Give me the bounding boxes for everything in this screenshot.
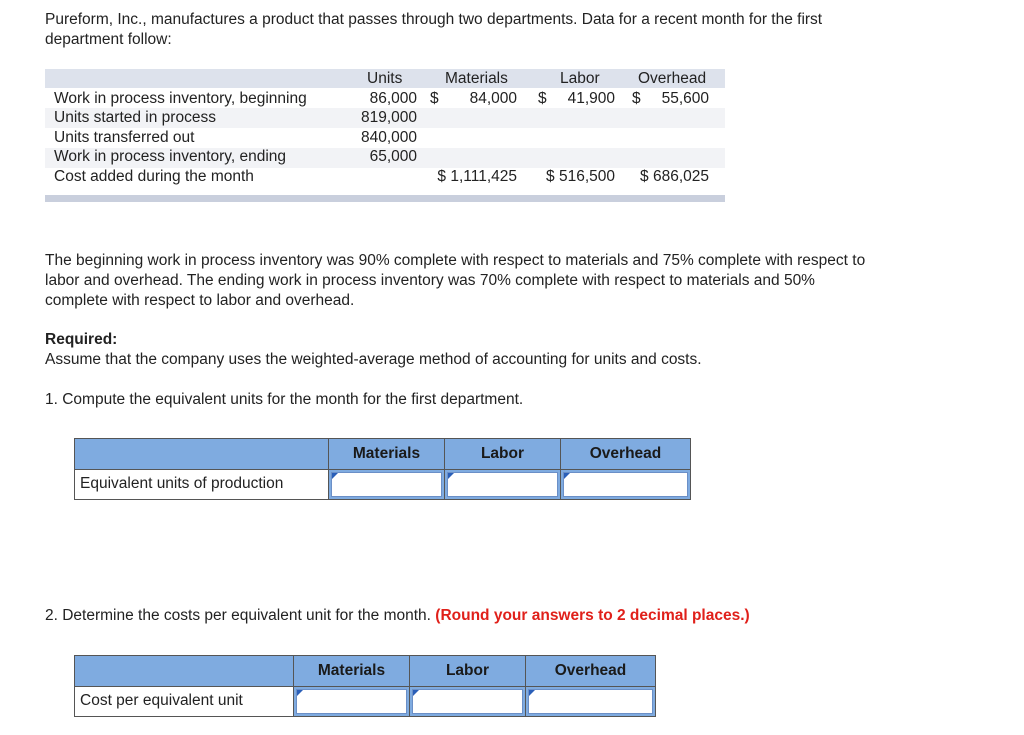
input-box[interactable] (331, 472, 442, 497)
row-label: Work in process inventory, ending (54, 148, 287, 165)
grid-header-blank (74, 655, 294, 687)
grid-header-blank (74, 438, 329, 470)
grid-row-label: Equivalent units of production (74, 469, 329, 500)
materials-value: 84,000 (469, 90, 517, 107)
header-overhead: Overhead (638, 70, 707, 87)
input-box[interactable] (447, 472, 558, 497)
question-1: 1. Compute the equivalent units for the month for the first department. (45, 391, 524, 408)
input-box[interactable] (563, 472, 688, 497)
overhead-value: 55,600 (661, 90, 709, 107)
table-bottom-bar (45, 195, 725, 202)
grid-header-materials: Materials (328, 438, 445, 470)
grid-header-labor: Labor (409, 655, 526, 687)
units-value: 840,000 (360, 129, 417, 146)
grid-header-materials: Materials (293, 655, 410, 687)
row-label: Units started in process (54, 109, 216, 126)
row-label: Work in process inventory, beginning (54, 90, 307, 107)
labor-cost-added: $ 516,500 (546, 168, 615, 185)
question-2 (45, 607, 750, 625)
grid-header-overhead: Overhead (525, 655, 656, 687)
labor-cost-per-unit-input[interactable] (409, 686, 526, 717)
input-marker-icon (413, 690, 419, 696)
currency-sign: $ (632, 90, 641, 107)
question-2-text: 2. Determine the costs per equivalent unit for the month. (45, 607, 436, 624)
input-marker-icon (529, 690, 535, 696)
input-marker-icon (448, 473, 454, 479)
input-box[interactable] (528, 689, 653, 714)
currency-sign: $ (430, 90, 439, 107)
materials-cost-added: $ 1,111,425 (437, 168, 517, 185)
materials-equivalent-units-input[interactable] (328, 469, 445, 500)
required-heading: Required: (45, 331, 118, 348)
header-materials: Materials (445, 70, 508, 87)
currency-sign: $ (538, 90, 547, 107)
materials-cost-per-unit-input[interactable] (293, 686, 410, 717)
grid-header-labor: Labor (444, 438, 561, 470)
grid-header-overhead: Overhead (560, 438, 691, 470)
labor-equivalent-units-input[interactable] (444, 469, 561, 500)
completion-paragraph: The beginning work in process inventory was 90% complete with respect to materials and 75% complete with respect to labor and overhead. The ending work in process inventory was 70% complete with respect to materials and 50% complete with respect to labor and overhead. (45, 252, 866, 309)
input-box[interactable] (296, 689, 407, 714)
header-labor: Labor (560, 70, 600, 87)
input-marker-icon (564, 473, 570, 479)
units-value: 86,000 (369, 90, 417, 107)
grid-row-label: Cost per equivalent unit (74, 686, 294, 717)
overhead-equivalent-units-input[interactable] (560, 469, 691, 500)
input-marker-icon (332, 473, 338, 479)
overhead-cost-per-unit-input[interactable] (525, 686, 656, 717)
overhead-cost-added: $ 686,025 (640, 168, 709, 185)
required-text: Assume that the company uses the weighted-average method of accounting for units and costs. (45, 351, 702, 368)
labor-value: 41,900 (567, 90, 615, 107)
intro-text: Pureform, Inc., manufactures a product that passes through two departments. Data for a recent month for the first department follow: (45, 11, 823, 48)
cost-data-table (45, 69, 725, 204)
input-marker-icon (297, 690, 303, 696)
row-label: Cost added during the month (54, 168, 254, 185)
units-value: 65,000 (369, 148, 417, 165)
units-value: 819,000 (360, 109, 417, 126)
rounding-instruction: (Round your answers to 2 decimal places.) (435, 607, 750, 624)
header-units: Units (367, 70, 403, 87)
row-label: Units transferred out (54, 129, 195, 146)
input-box[interactable] (412, 689, 523, 714)
